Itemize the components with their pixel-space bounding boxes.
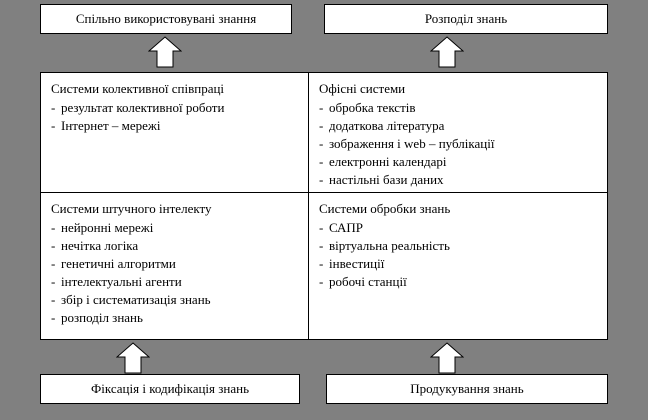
quadrant-cell-office — [309, 73, 607, 193]
top-left-header-label: Спільно використовувані знання — [75, 11, 257, 26]
list-item: - нечітка логіка — [51, 237, 298, 255]
arrow-up-icon — [148, 36, 182, 68]
bottom-left-footer-label: Фіксація і кодифікація знань — [90, 381, 250, 396]
quadrant-title: Офісні системи — [319, 81, 406, 96]
list-item: - зображення i web – публікації — [319, 135, 597, 153]
top-right-header-label: Розподіл знань — [424, 11, 508, 26]
quadrant-item-list — [51, 99, 298, 135]
list-item: - інтелектуальні агенти — [51, 273, 298, 291]
list-item: - інвестиції — [319, 255, 597, 273]
quadrant-item-list — [319, 219, 597, 291]
top-left-header-box — [40, 4, 292, 34]
list-item: - робочі станції — [319, 273, 597, 291]
list-item: - обробка текстів — [319, 99, 597, 117]
bottom-right-footer-box — [326, 374, 608, 404]
quadrant-cell-ai — [41, 193, 309, 339]
list-item: - генетичні алгоритми — [51, 255, 298, 273]
quadrant-cell-collaboration — [41, 73, 309, 193]
quadrant-title: Системи обробки знань — [319, 201, 451, 216]
top-right-header-box — [324, 4, 608, 34]
list-item: - додаткова література — [319, 117, 597, 135]
arrow-up-icon — [430, 342, 464, 374]
list-item: - електронні календарі — [319, 153, 597, 171]
list-item: - віртуальна реальність — [319, 237, 597, 255]
bottom-right-footer-label: Продукування знань — [410, 381, 524, 396]
quadrant-matrix — [40, 72, 608, 340]
quadrant-cell-knowledge-processing — [309, 193, 607, 339]
quadrant-title: Системи колективної співпраці — [51, 81, 225, 96]
arrow-up-icon — [430, 36, 464, 68]
quadrant-title: Системи штучного інтелекту — [51, 201, 212, 216]
list-item: - розподіл знань — [51, 309, 298, 327]
quadrant-item-list — [51, 219, 298, 327]
list-item: - настільні бази даних — [319, 171, 597, 189]
list-item: - збір і систематизація знань — [51, 291, 298, 309]
list-item: - САПР — [319, 219, 597, 237]
list-item: - результат колективної роботи — [51, 99, 298, 117]
bottom-left-footer-box — [40, 374, 300, 404]
list-item: - нейронні мережі — [51, 219, 298, 237]
arrow-up-icon — [116, 342, 150, 374]
quadrant-item-list — [319, 99, 597, 189]
list-item: - Інтернет – мережі — [51, 117, 298, 135]
